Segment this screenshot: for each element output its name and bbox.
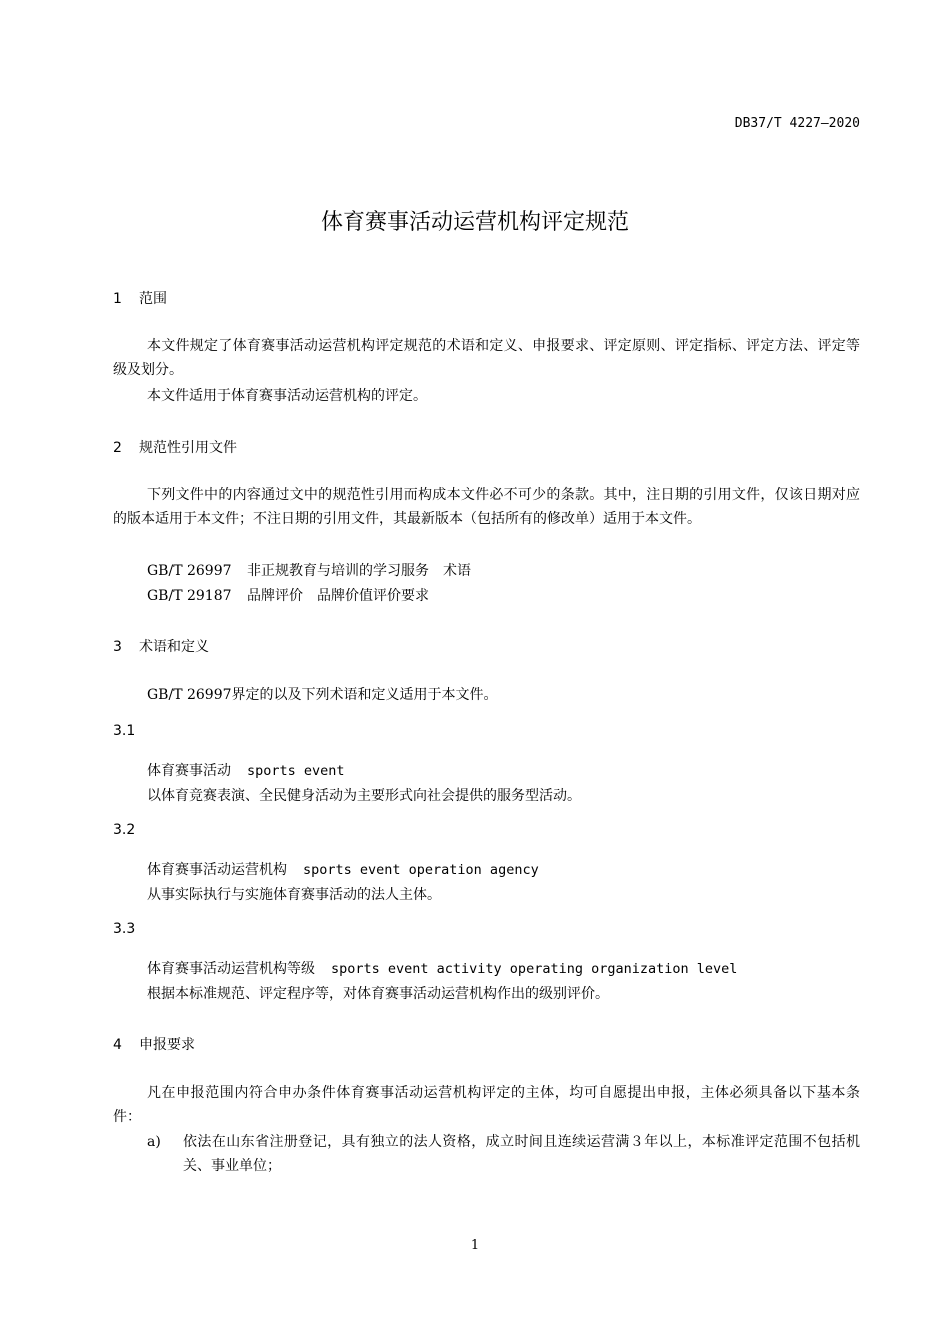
reference-code: GB/T 29187 <box>147 588 232 604</box>
document-title: 体育赛事活动运营机构评定规范 <box>320 210 629 235</box>
reference-name: 品牌评价 品牌价值评价要求 <box>247 588 429 604</box>
term-english: sports event operation agency <box>303 862 539 878</box>
section-title: 范围 <box>139 291 167 307</box>
term-definition: 根据本标准规范、评定程序等，对体育赛事活动运营机构作出的级别评价。 <box>147 986 609 1002</box>
term-english: sports event <box>247 763 345 779</box>
term-number: 3.3 <box>113 921 136 937</box>
page-number: 1 <box>470 1238 480 1253</box>
term-entry <box>147 958 737 978</box>
term-number: 3.2 <box>113 822 136 838</box>
term-chinese: 体育赛事活动 <box>147 763 231 779</box>
term-english: sports event activity operating organization level <box>331 961 738 977</box>
reference-item <box>147 560 471 580</box>
section-2-heading <box>113 437 237 457</box>
reference-code: GB/T 26997 <box>147 563 232 579</box>
section-number: 2 <box>113 440 122 456</box>
section-title: 申报要求 <box>139 1037 195 1053</box>
term-chinese: 体育赛事活动运营机构等级 <box>147 961 315 977</box>
section-title: 规范性引用文件 <box>139 440 237 456</box>
section-number: 1 <box>113 291 122 307</box>
list-marker: a) <box>147 1134 161 1150</box>
section-title: 术语和定义 <box>139 639 209 655</box>
section-3-paragraph-1: GB/T 26997界定的以及下列术语和定义适用于本文件。 <box>147 687 498 703</box>
term-definition: 从事实际执行与实施体育赛事活动的法人主体。 <box>147 887 441 903</box>
reference-name: 非正规教育与培训的学习服务 术语 <box>247 563 471 579</box>
section-number: 3 <box>113 639 122 655</box>
section-1-heading <box>113 288 167 308</box>
section-1-paragraph-2: 本文件适用于体育赛事活动运营机构的评定。 <box>147 388 427 404</box>
term-number: 3.1 <box>113 723 136 739</box>
term-entry <box>147 859 539 879</box>
section-2-paragraph-1: 下列文件中的内容通过文中的规范性引用而构成本文件必不可少的条款。其中，注日期的引用文件，仅该日期对应的版本适用于本文件；不注日期的引用文件，其最新版本（包括所有的修改单）适用于本文件。 <box>113 487 860 527</box>
reference-item <box>147 585 429 605</box>
term-definition: 以体育竞赛表演、全民健身活动为主要形式向社会提供的服务型活动。 <box>147 788 581 804</box>
section-1-paragraph-1: 本文件规定了体育赛事活动运营机构评定规范的术语和定义、申报要求、评定原则、评定指标、评定方法、评定等级及划分。 <box>113 338 860 378</box>
section-number: 4 <box>113 1037 122 1053</box>
section-4-heading <box>113 1034 195 1054</box>
section-4-paragraph-1: 凡在申报范围内符合申办条件体育赛事活动运营机构评定的主体，均可自愿提出申报，主体必须具备以下基本条件： <box>113 1085 860 1125</box>
term-chinese: 体育赛事活动运营机构 <box>147 862 287 878</box>
standard-code: DB37/T 4227—2020 <box>734 116 860 131</box>
list-item-text: 依法在山东省注册登记，具有独立的法人资格，成立时间且连续运营满３年以上，本标准评定范围不包括机关、事业单位； <box>183 1134 860 1174</box>
list-item <box>147 1130 860 1178</box>
section-3-heading <box>113 636 209 656</box>
term-entry <box>147 760 345 780</box>
